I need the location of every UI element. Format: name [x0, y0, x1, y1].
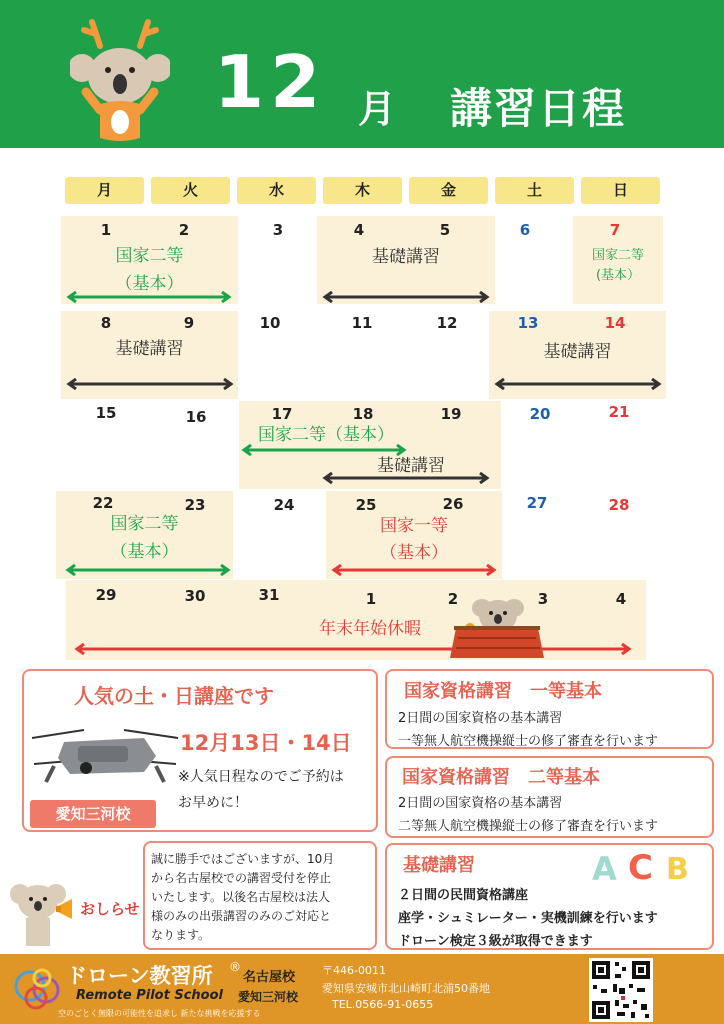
weekend-note: ※人気日程なのでご予約は: [178, 769, 344, 785]
day-number: 14: [604, 314, 626, 332]
koala-mascot-icon: [70, 18, 170, 148]
address: 愛知県安城市北山崎町北浦50番地: [322, 982, 490, 995]
header-banner: [0, 0, 724, 148]
registered-mark: ®: [229, 960, 241, 974]
event-label: 基礎講習: [115, 339, 184, 359]
notice-line: 様のみの出張講習のみのご対応と: [151, 909, 332, 923]
event-label: 基礎講習: [543, 342, 612, 362]
notice-tag: おしらせ: [80, 900, 140, 918]
nat1-title: 国家資格講習 一等基本: [404, 681, 602, 702]
megaphone-icon: [56, 898, 82, 920]
day-number: 6: [519, 221, 531, 239]
school-name: ドローン教習所: [66, 964, 213, 988]
nat2-line: 2日間の国家資格の基本講習: [398, 796, 563, 811]
day-number: 4: [615, 590, 627, 608]
day-number: 28: [608, 496, 630, 514]
day-number: 9: [183, 314, 195, 332]
balloon-letters-icon: [588, 848, 698, 892]
event-label: 基礎講習: [372, 247, 440, 267]
day-number: 5: [439, 221, 451, 239]
notice-line: いたします。以後名古屋校は法人: [151, 890, 331, 904]
weekday-wed: 水: [237, 177, 316, 204]
weekday-fri: 金: [409, 177, 488, 204]
day-number: 29: [95, 586, 117, 604]
event-label: 年末年始休暇: [319, 619, 421, 639]
event-label: (基本）: [595, 268, 641, 283]
day-number: 2: [447, 590, 459, 608]
day-number: 17: [271, 405, 293, 423]
notice-line: から名古屋校での講習受付を停止: [151, 871, 332, 885]
nat1-line: 一等無人航空機操縦士の修了審査を行います: [398, 734, 659, 749]
weekday-sun: 日: [581, 177, 660, 204]
event-label: 国家二等: [591, 248, 644, 263]
basic-line: 座学・シュミレーター・実機訓練を行います: [398, 911, 658, 926]
month-number: 12: [214, 40, 327, 124]
event-label: 国家二等: [110, 514, 179, 534]
weekday-mon: 月: [65, 177, 144, 204]
day-number: 20: [529, 405, 551, 423]
day-number: 27: [526, 494, 548, 512]
branch-name: 名古屋校: [243, 970, 296, 985]
nat1-line: 2日間の国家資格の基本講習: [398, 711, 563, 726]
day-number: 3: [537, 590, 549, 608]
day-number: 4: [353, 221, 365, 239]
day-number: 2: [178, 221, 190, 239]
range-arrow: [63, 564, 233, 576]
month-suffix: 月: [358, 87, 397, 131]
range-arrow: [320, 472, 492, 484]
event-label: 基礎講習: [377, 456, 445, 476]
event-label: （基本）: [380, 543, 448, 563]
event-label: （基本）: [115, 274, 184, 294]
notice-line: なります。: [151, 928, 211, 942]
day-number: 8: [100, 314, 112, 332]
footer: [0, 954, 724, 1024]
notice-line: 誠に勝手ではございますが、10月: [151, 852, 335, 866]
basic-title: 基礎講習: [403, 855, 475, 876]
range-arrow: [320, 291, 492, 303]
page-title: 講習日程: [450, 84, 627, 133]
day-number: 11: [351, 314, 373, 332]
event-label: 国家二等（基本）: [258, 425, 394, 445]
day-number: 1: [365, 590, 377, 608]
balloon-letter: A: [592, 850, 617, 888]
day-number: 24: [273, 496, 295, 514]
range-arrow: [72, 643, 634, 655]
badge-mikawa: [30, 800, 156, 828]
range-arrow: [329, 564, 499, 576]
day-number: 1: [100, 221, 112, 239]
day-number: 15: [95, 404, 117, 422]
school-logo-icon: [8, 962, 66, 1012]
event-label: 国家二等: [115, 246, 184, 266]
day-number: 18: [352, 405, 374, 423]
day-number: 31: [258, 586, 280, 604]
day-number: 12: [436, 314, 458, 332]
weekend-note: お早めに！: [178, 795, 248, 811]
range-arrow: [64, 378, 236, 390]
nat2-line: 二等無人航空機操縦士の修了審査を行います: [398, 819, 659, 834]
branch-name: 愛知三河校: [238, 990, 299, 1004]
drone-icon: [24, 716, 182, 790]
day-number: 19: [440, 405, 462, 423]
qr-code-icon[interactable]: [589, 958, 653, 1022]
day-number: 13: [517, 314, 539, 332]
balloon-letter: C: [628, 848, 653, 888]
range-arrow: [492, 378, 664, 390]
postal-code: 〒446-0011: [322, 964, 386, 977]
balloon-letter: B: [666, 852, 689, 887]
basic-line: ドローン検定３級が取得できます: [398, 934, 593, 949]
day-number: 25: [355, 496, 377, 514]
range-arrow: [64, 291, 234, 303]
day-number: 22: [92, 494, 114, 512]
weekday-tue: 火: [151, 177, 230, 204]
day-number: 26: [442, 495, 464, 513]
day-number: 30: [184, 587, 206, 605]
weekend-title: 人気の土・日講座です: [74, 684, 274, 708]
day-number: 21: [608, 403, 630, 421]
nat2-title: 国家資格講習 二等基本: [402, 767, 600, 788]
event-label: 国家一等: [380, 516, 448, 536]
event-label: （基本）: [110, 542, 179, 562]
weekday-thu: 木: [323, 177, 402, 204]
day-number: 23: [184, 496, 206, 514]
day-number: 10: [259, 314, 281, 332]
kotatsu-koala-icon: [448, 598, 546, 662]
weekend-dates: 12月13日・14日: [180, 731, 352, 755]
tagline: 空のごとく無限の可能性を追求し 新たな挑戦を応援する: [58, 1009, 261, 1018]
school-name-en: Remote Pilot School: [76, 988, 223, 1003]
badge-label: 愛知三河校: [55, 805, 131, 823]
basic-line: ２日間の民間資格講座: [398, 888, 529, 903]
day-number: 7: [609, 221, 621, 239]
weekday-sat: 土: [495, 177, 574, 204]
phone-number: TEL.0566-91-0655: [332, 998, 434, 1011]
day-number: 16: [185, 408, 207, 426]
day-number: 3: [272, 221, 284, 239]
